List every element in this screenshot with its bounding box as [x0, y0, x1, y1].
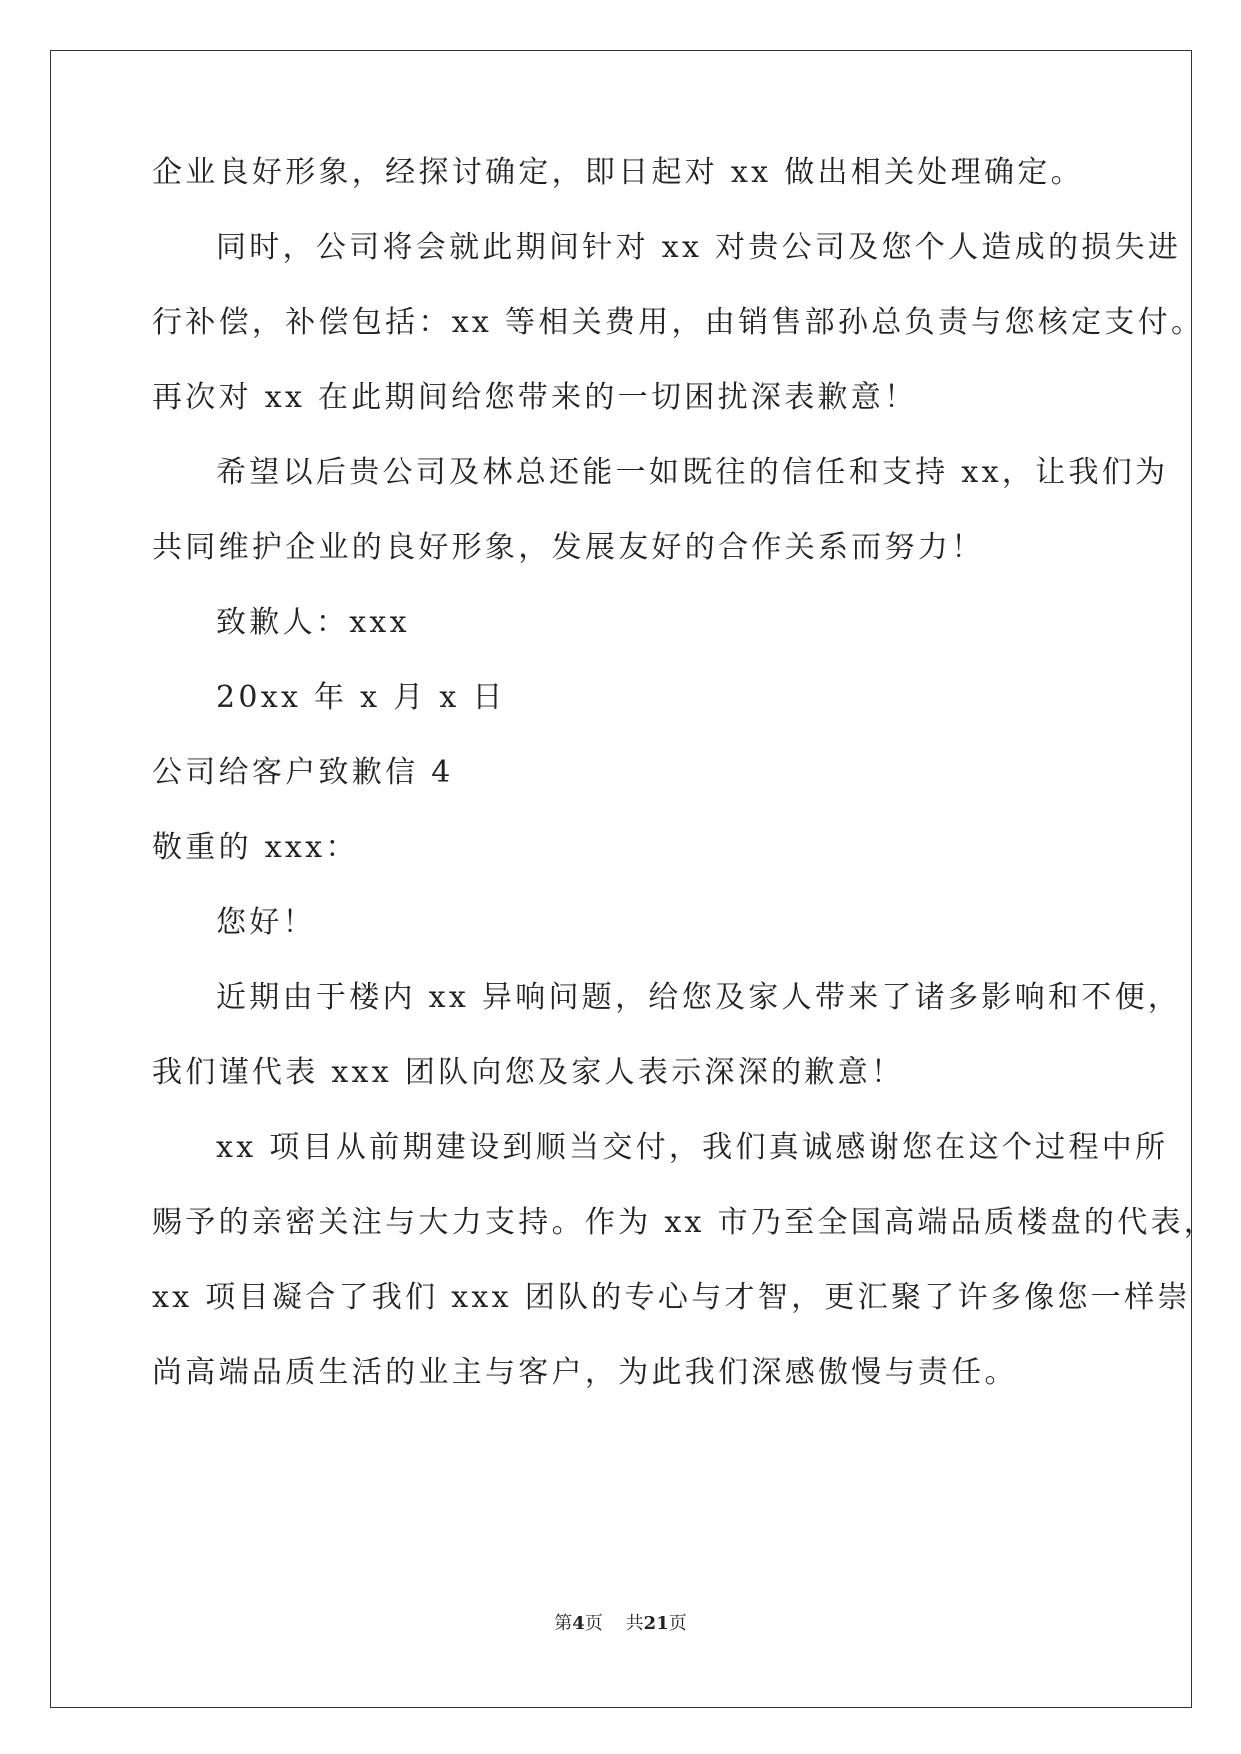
date-line: 20xx 年 x 月 x 日: [216, 680, 506, 715]
page-footer: [0, 1612, 1241, 1636]
text-line: 赐予的亲密关注与大力支持。作为 xx 市乃至全国高端品质楼盘的代表，: [152, 1205, 1218, 1240]
text-line: 共同维护企业的良好形象，发展友好的合作关系而努力！: [152, 530, 985, 565]
salutation: 敬重的 xxx：: [152, 830, 359, 865]
page-prefix: 第: [554, 1613, 573, 1634]
text-line: 再次对 xx 在此期间给您带来的一切困扰深表歉意！: [152, 380, 918, 415]
text-line: 我们谨代表 xxx 团队向您及家人表示深深的歉意！: [152, 1055, 905, 1090]
signature-line: 致歉人：xxx: [216, 605, 410, 640]
total-pages-number: 21: [643, 1613, 669, 1634]
text-line: 同时，公司将会就此期间针对 xx 对贵公司及您个人造成的损失进: [216, 230, 1182, 265]
total-unit: 页: [668, 1613, 687, 1634]
text-line: 希望以后贵公司及林总还能一如既往的信任和支持 xx，让我们为: [216, 455, 1169, 490]
section-heading: 公司给客户致歉信 4: [152, 755, 454, 790]
text-line: 尚高端品质生活的业主与客户，为此我们深感傲慢与责任。: [152, 1355, 1018, 1390]
page-border: [50, 50, 1192, 1708]
text-line: 近期由于楼内 xx 异响问题，给您及家人带来了诸多影响和不便，: [216, 980, 1182, 1015]
page-unit: 页: [584, 1613, 603, 1634]
text-line: 行补偿，补偿包括：xx 等相关费用，由销售部孙总负责与您核定支付。: [152, 305, 1205, 340]
text-line: 企业良好形象，经探讨确定，即日起对 xx 做出相关处理确定。: [152, 155, 1084, 190]
total-prefix: 共: [625, 1613, 644, 1634]
greeting: 您好！: [216, 905, 316, 940]
text-line: xx 项目从前期建设到顺当交付，我们真诚感谢您在这个过程中所: [216, 1130, 1169, 1165]
current-page-number: 4: [572, 1613, 585, 1634]
text-line: xx 项目凝合了我们 xxx 团队的专心与才智，更汇聚了许多像您一样崇: [152, 1280, 1191, 1315]
